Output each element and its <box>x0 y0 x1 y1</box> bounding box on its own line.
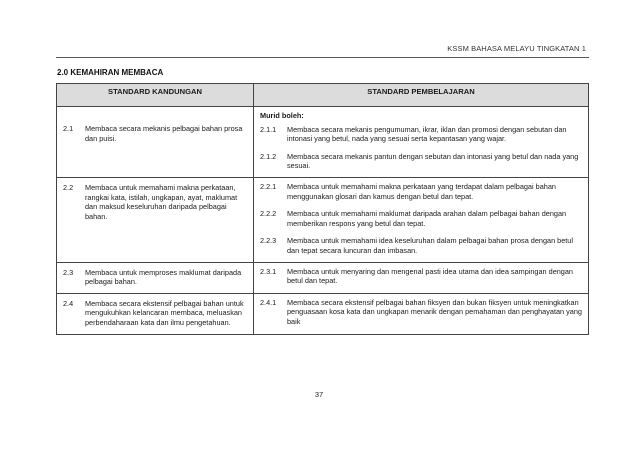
content-standard-number: 2.2 <box>63 182 74 192</box>
learning-standard-number: 2.3.1 <box>260 266 277 276</box>
content-standard-cell <box>57 293 254 334</box>
learning-intro: Murid boleh: <box>260 111 304 120</box>
standards-table <box>56 83 589 335</box>
learning-standard <box>260 298 584 327</box>
learning-standard-cell <box>254 107 589 178</box>
content-standard-number: 2.3 <box>63 267 74 277</box>
content-standard-cell <box>57 107 254 178</box>
learning-standard <box>260 267 584 286</box>
content-standard-number: 2.1 <box>63 124 74 133</box>
learning-standard-number: 2.2.3 <box>260 236 277 246</box>
learning-standard-text: Membaca untuk memahami maklumat daripada arahan dalam pelbagai bahan dengan memberikan respons yang betul dan tepat. <box>287 209 567 228</box>
header-standard-kandungan: STANDARD KANDUNGAN <box>57 84 254 107</box>
header-rule <box>56 57 589 58</box>
learning-standard-number: 2.1.2 <box>260 151 277 161</box>
learning-standard-number: 2.1.1 <box>260 124 277 134</box>
learning-standard-text: Membaca secara mekanis pantun dengan sebutan dan intonasi yang betul dan nada yang sesuai. <box>287 151 579 171</box>
learning-standard-text: Membaca secara ekstensif pelbagai bahan fiksyen dan bukan fiksyen untuk meningkatkan penguasaan kosa kata dan ungkapan menarik dengan pemahaman dan penghayatan yang baik <box>287 297 582 326</box>
learning-standard-text: Membaca untuk memahami makna perkataan yang terdapat dalam pelbagai bahan menggunakan glosari dan kamus dengan betul dan tepat. <box>287 181 556 201</box>
learning-standard <box>260 209 584 228</box>
content-standard <box>63 299 249 328</box>
table-header-row <box>57 84 589 107</box>
content-standard <box>63 268 249 287</box>
learning-standard-number: 2.2.2 <box>260 209 277 219</box>
content-standard <box>63 183 249 221</box>
table-row <box>57 107 589 178</box>
learning-standard-text: Membaca untuk memahami idea keseluruhan dalam pelbagai bahan prosa dengan betul dan tepat secara luncuran dan imbasan. <box>287 236 573 255</box>
content-standard-number: 2.4 <box>63 298 74 308</box>
learning-standard-cell <box>254 262 589 293</box>
learning-standard-cell <box>254 177 589 262</box>
content-standard-text: Membaca secara mekanis pelbagai bahan prosa dan puisi. <box>85 124 243 143</box>
learning-standard <box>260 236 584 255</box>
content-standard-text: Membaca untuk memahami makna perkataan, rangkai kata, istilah, ungkapan, ayat, maklumat dan maksud keseluruhan daripada pelbagai bahan. <box>85 182 238 221</box>
content-standard <box>63 124 249 143</box>
header-standard-pembelajaran: STANDARD PEMBELAJARAN <box>254 84 589 107</box>
learning-standard <box>260 152 584 171</box>
learning-standard <box>260 125 584 144</box>
learning-standard <box>260 182 584 201</box>
section-heading: KEMAHIRAN MEMBACA <box>70 68 164 77</box>
page-number: 37 <box>314 390 324 399</box>
content-standard-text: Membaca untuk memproses maklumat daripada pelbagai bahan. <box>85 267 242 287</box>
content-standard-cell <box>57 177 254 262</box>
table-row <box>57 177 589 262</box>
table-row <box>57 262 589 293</box>
content-standard-cell <box>57 262 254 293</box>
table-row <box>57 293 589 334</box>
learning-standard-number: 2.4.1 <box>260 297 277 307</box>
learning-standard-text: Membaca secara mekanis pengumuman, ikrar, iklan dan promosi dengan sebutan dan intonasi yang betul, nada yang sesuai serta kepantasan yang wajar. <box>287 124 567 144</box>
content-standard-text: Membaca secara ekstensif pelbagai bahan untuk mengukuhkan kelancaran membaca, meluaskan perbendaharaan kata dan ilmu pengetahuan. <box>85 298 244 327</box>
learning-standard-number: 2.2.1 <box>260 181 277 191</box>
section-number: 2.0 <box>57 68 69 77</box>
section-title <box>57 68 163 77</box>
running-header: KSSM BAHASA MELAYU TINGKATAN 1 <box>447 44 586 53</box>
learning-standard-text: Membaca untuk menyaring dan mengenal pasti idea utama dan idea sampingan dengan betul dan tepat. <box>287 266 573 286</box>
learning-standard-cell <box>254 293 589 334</box>
